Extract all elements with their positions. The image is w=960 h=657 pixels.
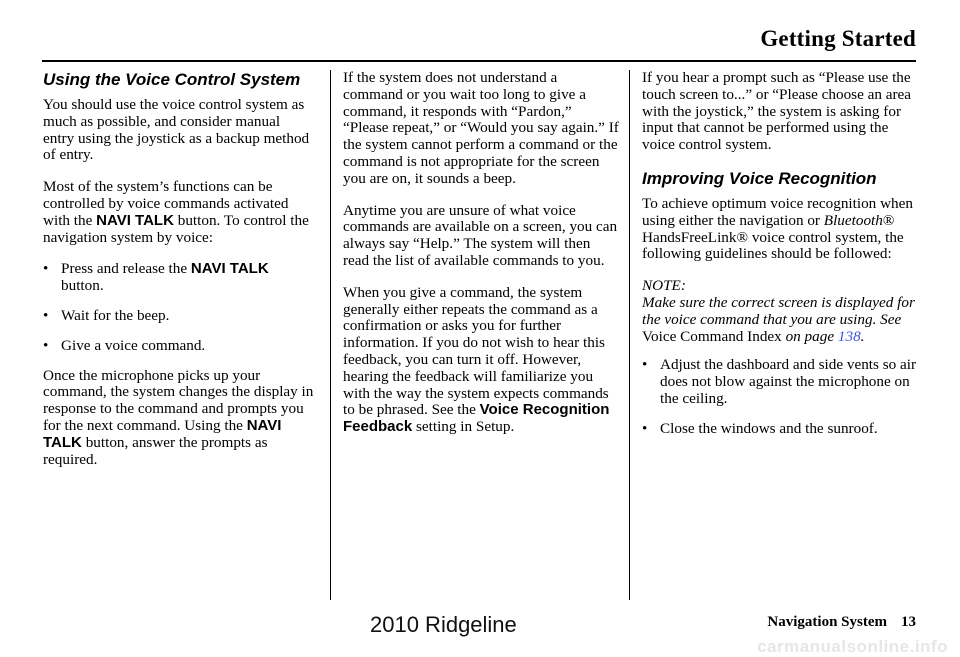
page-number: 13 [901,614,916,630]
paragraph: If you hear a prompt such as “Please use the touch screen to...” or “Please choose an area with the joystick,” the system is asking for input that cannot be performed using the voice control system. [642,69,912,154]
paragraph [43,368,315,469]
section-heading-improving-recognition: Improving Voice Recognition [642,168,877,188]
text: Once the microphone picks up your command, the system changes the display in response to the command and prompts you for the next command. Using the [43,366,314,434]
footer-section-name: Navigation System [767,614,887,630]
note-block [642,278,920,345]
bluetooth-term: Bluetooth [823,211,883,229]
column-divider [330,70,331,600]
paragraph [343,285,619,436]
text: button. To control the navigation system by voice: [43,211,309,246]
paragraph [43,179,315,246]
text: Most of the system’s functions can be controlled by voice commands activated with the [43,178,289,229]
navi-talk-button-label: NAVI TALK [96,211,174,229]
list-item: • Give a voice command. [43,338,315,355]
model-watermark: 2010 Ridgeline [370,612,517,637]
navi-talk-button-label: NAVI TALK [190,260,269,278]
text: button, answer the prompts as required. [43,433,268,468]
guidelines-list [642,357,920,437]
text: When you give a command, the system generally either repeats the command as a confirmation or asks you for further information. If you do not wish to hear this feedback, you can turn it off. However, hearing the feedback will familiarize you with the way the system expects commands to be phrased. See the [343,283,609,419]
header-rule [42,60,916,62]
navi-talk-button-label: NAVI TALK [43,416,282,451]
paragraph: You should use the voice control system as much as possible, and consider manual entry using the joystick as a backup method of entry. [43,96,310,164]
steps-list [43,261,315,354]
text: . [860,327,865,345]
column-divider [629,70,630,600]
text: ® HandsFreeLink® voice control system, the following guidelines should be followed: [642,211,904,263]
page-section-title: Getting Started [760,26,916,51]
list-item: • Close the windows and the sunroof. [642,421,920,438]
list-item [43,261,315,295]
paragraph [642,196,920,263]
list-item: • Wait for the beep. [43,308,315,325]
column-middle [343,70,619,451]
text: on page [781,327,838,345]
note-label: NOTE: [642,277,686,295]
column-right [642,70,920,451]
text: Press and release the [61,260,191,278]
page-138-link[interactable]: 138 [837,327,861,345]
text: Make sure the correct screen is displayed for the voice command that you are using. See [642,293,915,328]
text: To achieve optimum voice recognition when using either the navigation or [642,194,913,229]
voice-recognition-feedback-setting-label: Voice Recognition Feedback [343,401,610,436]
voice-command-index-reference: Voice Command Index [642,327,782,345]
section-heading-voice-control: Using the Voice Control System [43,70,301,89]
text: button. [61,277,104,295]
paragraph: If the system does not understand a command or you wait too long to give a command, it responds with “Pardon,” “Please repeat,” or “Would you say again.” If the system cannot perform a command or the command is not appropriate for the screen you are on, it sounds a beep. [343,69,619,187]
list-item: • Adjust the dashboard and side vents so air does not blow against the microphone on the ceiling. [642,357,920,407]
column-left [43,70,315,483]
paragraph: Anytime you are unsure of what voice commands are available on a screen, you can always say “Help.” The system will then read the list of available commands to you. [343,201,618,269]
footer-page-info [767,614,916,631]
text: setting in Setup. [412,418,515,436]
site-watermark: carmanualsonline.info [757,637,948,656]
